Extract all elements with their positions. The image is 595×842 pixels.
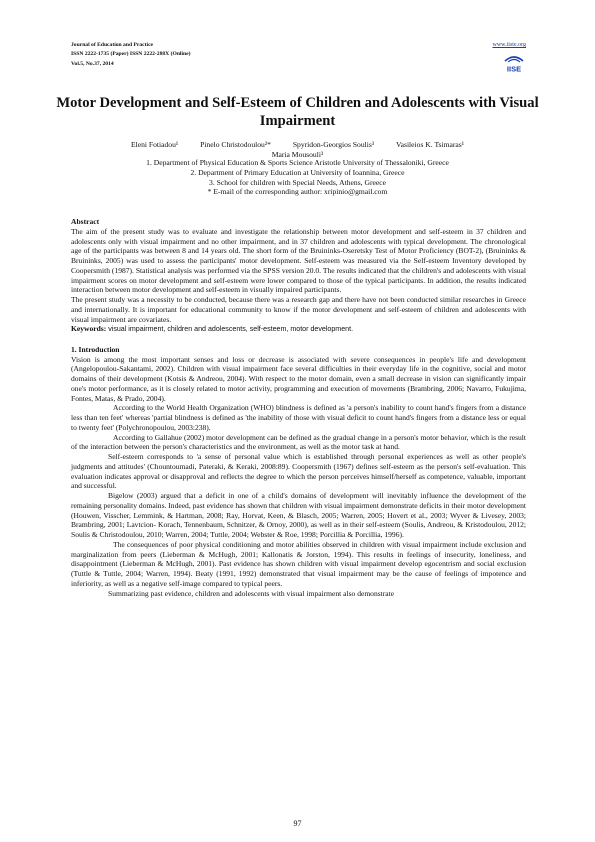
corresponding-email: * E-mail of the corresponding author: xripinio@gmail.com (207, 187, 388, 197)
body-paragraph: Self-esteem corresponds to 'a sense of personal value which is established through personal experiences as well as other people's judgments and attitudes' (Chountoumadi, Pateraki, & Keraki, 2008:89). Coopersmith (1967) defines self-esteem as the person's self-evaluation. This evaluation indicates approval or disapproval and reflects the degree to which the person perceives himself/herself as competence, valuable, important and successful. (71, 452, 526, 491)
keywords-label: Keywords: (71, 324, 107, 334)
affiliations (60, 158, 535, 197)
affiliation: 2. Department of Primary Education at University of Ioannina, Greece (190, 167, 405, 177)
journal-url-link[interactable]: www.iiste.org (492, 42, 526, 48)
author-name: Vasileios K. Tsimaras¹ (395, 140, 465, 149)
abstract-paragraph: The aim of the present study was to evaluate and investigate the relationship between motor development and self-esteem in 37 children and adolescents only with visual impairment and no other impairment, and in 37 children and adolescents with typical development. The chronological age of the participants was between 8 and 14 years old. The short form of the Bruininks-Oseretsky Test of Motor Proficiency (BOT-2), (Bruininks & Bruininks, 2005) was used to assess the participants' motor development. Self-esteem was measured via the Self-esteem Inventory developed by Coopersmith (1987). Statistical analysis was performed via the SPSS version 20.0. The results indicated that the children's and adolescents with visual impairment scores on motor development and self-esteem were lower compared to those of the typical participants. In addition, the results indicated interaction between motor development and self-esteem in visually impaired participants. (71, 226, 526, 295)
journal-brand (493, 41, 527, 74)
iiste-logo-icon (502, 52, 526, 74)
journal-info (71, 41, 191, 69)
body-paragraph: Bigelow (2003) argued that a deficit in one of a child's domains of development will inevitably influence the development of the remaining personality domains. Indeed, past evidence has shown that children with visual impairment demonstrate deficits in their motor development (Houwen, Visscher, Lemmink, & Hartman, 2008; Ray, Horvat, Keen, & Blasch, 2005; Warren, 2005; Hovert et al., 2003; Wyver & Livesey, 2003; Brambring, 2001; Lavtcion- Korach, Tennenbaum, Schnitzer, & Ornoy, 2000), as well as in their self-esteem (Soulis, Andreou, & Kristodoulou, 2012; Soulis & Christodoulou, 2010; Warren, 2004; Tuttle, 2004; Webster & Roe, 1998; Porcillia & Porcillia, 1996). (71, 491, 526, 539)
section-heading: 1. Introduction (71, 344, 120, 354)
affiliation: 3. School for children with Special Needs, Athens, Greece (209, 177, 386, 187)
author-name: Pinelo Christodoulou²* (200, 140, 271, 149)
journal-volume: Vol.5, No.37, 2014 (71, 60, 114, 67)
body-paragraph: Vision is among the most important senses and loss or decrease is associated with severe consequences in people's life and development (Angelopoulou-Sakantami, 2002). Children with visual impairment face several difficulties in their everyday life in the cognitive, social and motor domains of their development (Kotsis & Andreou, 2004). With respect to the motor domain, even a small decrease in vision can significantly impair one's motor performance, as it is closely related to motor activity, programming and execution of movements (Brambring, 2006; Navarro, Fukujima, Fontes, Matas, & Prado, 2004). (71, 354, 526, 403)
author-line (60, 140, 535, 150)
journal-header (71, 41, 526, 83)
journal-issn: ISSN 2222-1735 (Paper) ISSN 2222-288X (Online) (71, 51, 191, 58)
keywords-text: visual impairment, children and adolescents, self-esteem, motor development. (106, 325, 354, 334)
paper-title: Motor Development and Self-Esteem of Children and Adolescents with Visual Impairment (56, 95, 539, 129)
author-name: Maria Mousouli³ (271, 149, 324, 159)
body-paragraph: According to Gallahue (2002) motor development can be defined as the gradual change in a person's motor behavior, which is the result of the interaction between the person's characteristics and the environment, as well as the motor task at hand. (71, 432, 526, 452)
logo-text: IISE (506, 64, 522, 74)
paper-body (71, 217, 526, 598)
body-paragraph: The consequences of poor physical conditioning and motor abilities observed in children with visual impairment include exclusion and marginalization from peers (Lieberman & McHugh, 2001; Kallonatis & Jorston, 1994). This results in feelings of insecurity, loneliness, and disappointment (Lieberman & McHugh, 2001). Past evidence has shown children with visual impairment develop egocentrism and social exclusion (Tuttle & Tuttle, 2004; Warren, 1994). Beaty (1991, 1992) demonstrated that visual impairment may be the cause of feelings of impotence and inferiority, as well as a negative self-image compared to typical peers. (71, 539, 526, 588)
keywords (71, 324, 526, 335)
author-list (60, 140, 535, 159)
body-paragraph: Summarizing past evidence, children and adolescents with visual impairment also demonstrate (108, 588, 395, 598)
body-paragraph: According to the World Health Organization (WHO) blindness is defined as 'a person's inability to count hand's fingers from a distance less than ten feet' whereas 'partial blindness is defined as 'the inability of those with visual deficit to count hand's fingers from a distance less or equal to twenty feet' (Polychronopoulou, 2003:238). (71, 403, 526, 432)
author-name: Spyridon-Georgios Soulis³ (292, 140, 375, 149)
page-number: 97 (293, 819, 302, 828)
author-name: Eleni Fotiadou¹ (130, 140, 179, 149)
journal-name: Journal of Education and Practice (71, 42, 154, 48)
affiliation: 1. Department of Physical Education & Sports Science Aristotle University of Thessaloniki, Greece (146, 158, 449, 167)
abstract-heading: Abstract (71, 217, 100, 226)
abstract-paragraph: The present study was a necessity to be conducted, because there was a research gap and there have not been conducted similar researches in Greece and internationally. It is important for educational community to know if the motor development and self-esteem of children and adolescents with visual impairment are covariates. (71, 295, 526, 324)
